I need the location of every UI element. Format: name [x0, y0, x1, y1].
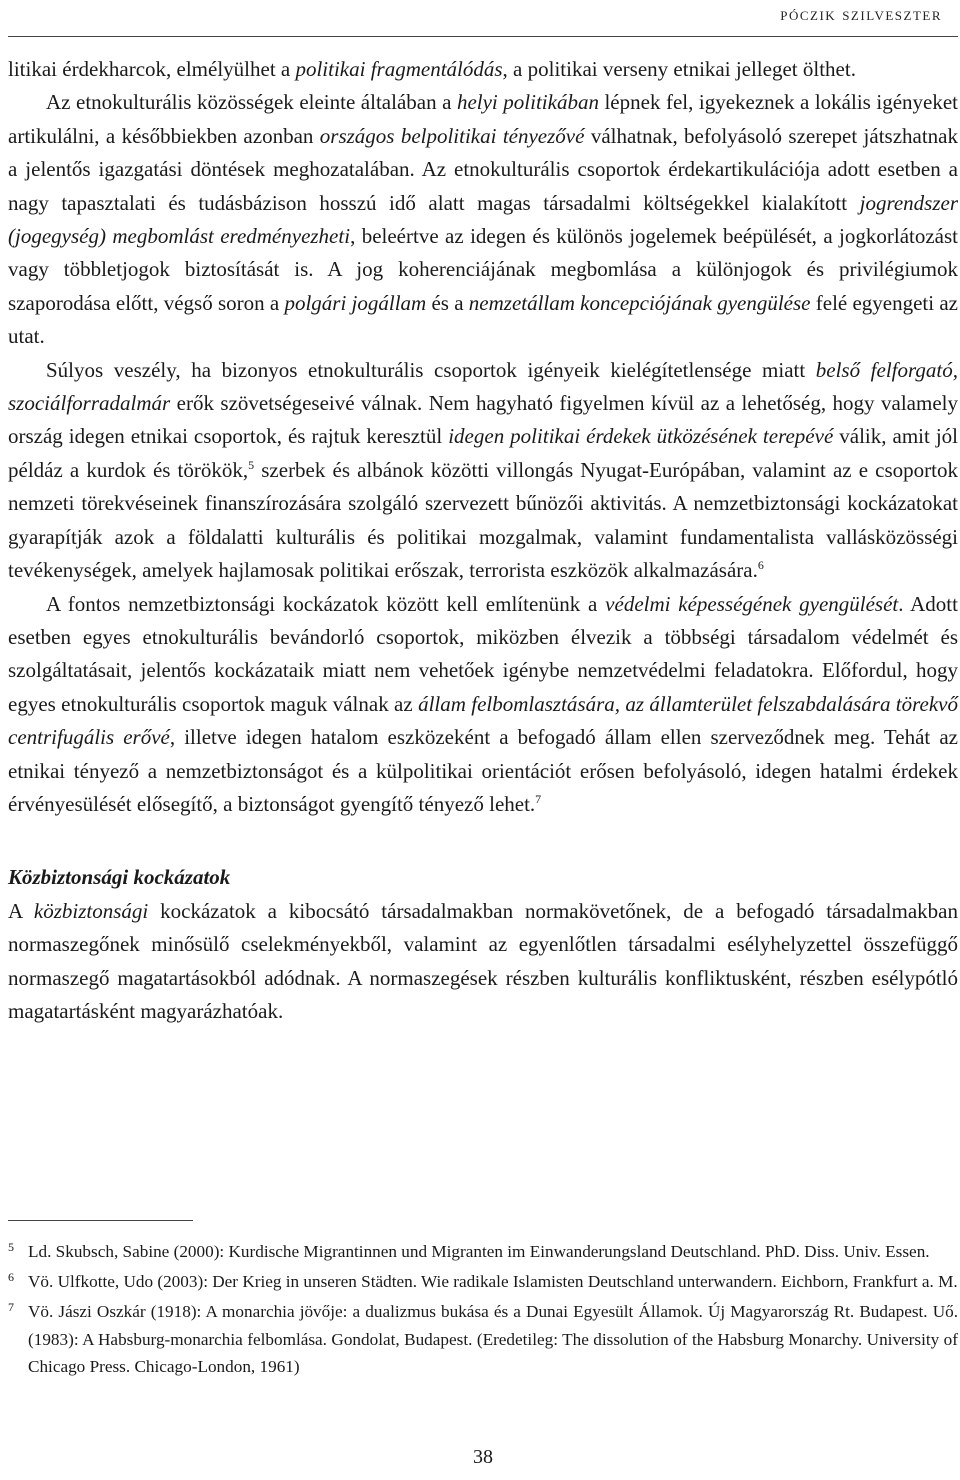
paragraph-ethnocultural-communities: Az etnokulturális közösségek eleinte általában a helyi politikában lépnek fel, igyekeznek a lokális igényeket artikulálni, a későbbiekben azonban országos belpolitikai tényezővé válhatnak, befolyásoló szerepet játszhatnak a jelentős igazgatási döntések meghozatalában. Az etnokulturális csoportok érdekartikulációja adott esetben a nagy tapasztalati és tudásbázison hosszú idő alatt magas társadalmi költségekkel kialakított jogrendszer (jogegység) megbomlást eredményezheti, beleértve az idegen és különös jogelemek beépülését, a jogkorlátozást vagy többletjogok biztosítását is. A jog koherenciájának megbomlása a különjogok és privilégiumok szaporodása előtt, végső soron a polgári jogállam és a nemzetállam koncepciójának gyengülése felé egyengeti az utat.: [8, 90, 959, 349]
paragraph-serious-danger: Súlyos veszély, ha bizonyos etnokulturális csoportok igényeik kielégítetlensége miatt belső felforgató, szociálforradalmár erők szövetségeseivé válnak. Nem hagyható figyelmen kívül az a lehetőség, hogy valamely ország idegen etnikai csoportok, és rajtuk keresztül idegen politikai érdekek ütközésének terepévé válik, amit jól példáz a kurdok és törökök,$^5$ szerbek és albánok közötti villongás Nyugat-Európában, valamint az e csoportok nemzeti törekvéseinek finanszírozására szolgáló szervezett bűnözői aktivitás. A nemzetbiztonsági kockázatokat gyarapítják azok a földalatti kulturális és politikai mozgalmak, valamint fundamentalista vallásközösségi tevékenységek, amelyek hajlamosak politikai erőszak, terrorista eszközök alkalmazására.$^6$: [8, 357, 958, 583]
header-rule: [8, 36, 958, 37]
footnote-item: [8, 1298, 958, 1380]
paragraph-public-security: A közbiztonsági kockázatok a kibocsátó társadalmakban normakövetőnek, de a befogadó társadalmakban normaszegőnek minősülő cselekményekből, valamint az egyenlőtlen társadalmi esélyhelyzettel összefüggő normaszegő magatartásokból adódnak. A normaszegések részben kulturális konfliktusként, részben esélypótló magatartásként magyarázhatóak.: [8, 898, 958, 1023]
footnote-ref-6[interactable]: 6: [757, 558, 764, 573]
running-head: póczik szilveszter: [780, 4, 942, 24]
paragraph-continued: litikai érdekharcok, elmélyülhet a politikai fragmentálódás, a politikai verseny etnikai jelleget ölthet.: [8, 57, 856, 81]
footnote-number: 5: [8, 1240, 14, 1254]
document-page: [8, 0, 958, 1480]
section-heading: Közbiztonsági kockázatok: [8, 865, 231, 890]
footnote-item: [8, 1268, 958, 1295]
footnote-number: 7: [8, 1300, 14, 1315]
footnote-number: 6: [8, 1270, 14, 1285]
footnote-text: Vö. Ulfkotte, Udo (2003): Der Krieg in unseren Städten. Wie radikale Islamisten Deutschland unterwandern. Eichborn, Frankfurt a. M.: [28, 1272, 958, 1292]
footnote-item: [8, 1238, 958, 1265]
footnotes: [8, 1238, 958, 1383]
page-number: 38: [473, 1446, 493, 1468]
footnote-ref-7[interactable]: 7: [535, 791, 542, 806]
footnote-rule: [8, 1220, 193, 1221]
paragraph-defence-capability: A fontos nemzetbiztonsági kockázatok között kell említenünk a védelmi képességének gyengülését. Adott esetben egyes etnokulturális bevándorló csoportok, miközben élvezik a többségi társadalom védelmét és szolgáltatásait, jelentős kockázataik miatt nem vehetőek igénybe nemzetvédelmi feladatokra. Előfordul, hogy egyes etnokulturális csoportok maguk válnak az állam felbomlasztására, az államterület felszabdalására törekvő centrifugális erővé, illetve idegen hatalom eszközeként a befogadó állam ellen szerveződnek meg. Tehát az etnikai tényező a nemzetbiztonságot és a külpolitikai orientációt erősen befolyásoló, idegen hatalmi érdekek érvényesülését elősegítő, a biztonságot gyengítő tényező lehet.$^7$: [8, 591, 958, 816]
footnote-text: Vö. Jászi Oszkár (1918): A monarchia jövője: a dualizmus bukása és a Dunai Egyesült Államok. Új Magyarország Rt. Budapest. Uő. (1983): A Habsburg-monarchia felbomlása. Gondolat, Budapest. (Eredetileg: The dissolution of the Habsburg Monarchy. University of Chicago Press. Chicago-London, 1961): [28, 1302, 958, 1376]
footnote-text: Ld. Skubsch, Sabine (2000): Kurdische Migrantinnen und Migranten im Einwanderungsland Deutschland. PhD. Diss. Univ. Essen.: [28, 1242, 930, 1261]
body-text: [8, 53, 958, 1028]
footnote-ref-5[interactable]: 5: [248, 457, 255, 472]
